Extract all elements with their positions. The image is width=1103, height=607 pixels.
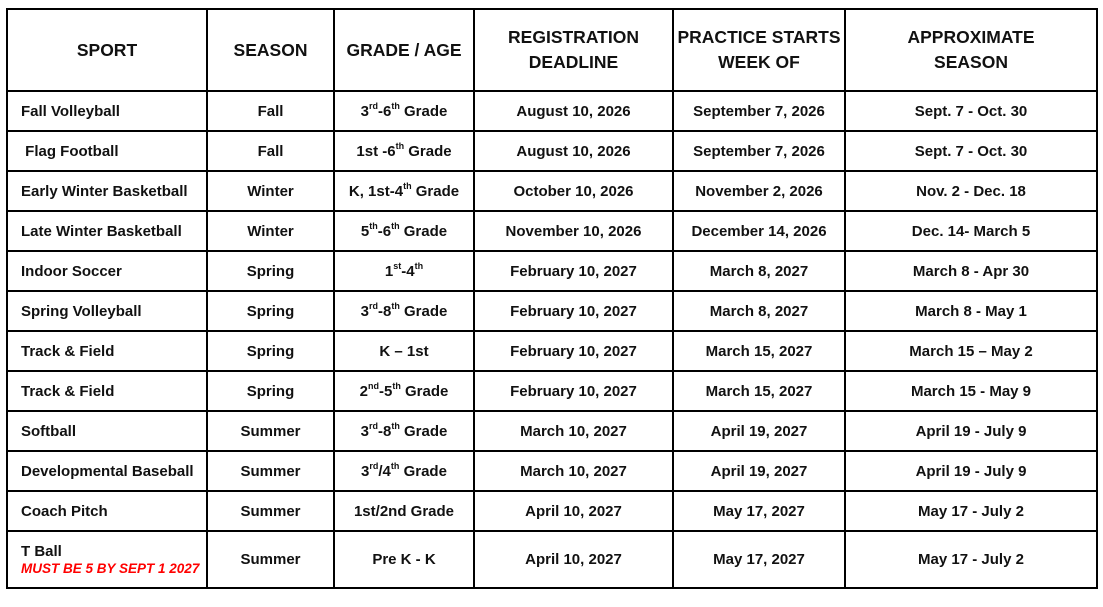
cell-practice-starts: May 17, 2027 bbox=[673, 491, 845, 531]
table-row bbox=[7, 331, 1097, 371]
sport-name: Indoor Soccer bbox=[21, 262, 122, 280]
grade-text: 5 bbox=[360, 222, 370, 240]
cell-sport bbox=[7, 331, 207, 371]
cell-approximate-season: March 15 – May 2 bbox=[845, 331, 1097, 371]
header-label-line: SPORT bbox=[76, 39, 138, 60]
grade-text: 3 bbox=[360, 302, 369, 320]
table-row bbox=[7, 251, 1097, 291]
cell-registration-deadline: April 10, 2027 bbox=[474, 491, 673, 531]
ordinal-suffix: th bbox=[414, 260, 424, 271]
ordinal-suffix: nd bbox=[367, 380, 379, 391]
cell-registration-deadline: March 10, 2027 bbox=[474, 411, 673, 451]
table-row bbox=[7, 531, 1097, 588]
ordinal-suffix: rd bbox=[369, 460, 379, 471]
cell-approximate-season: Sept. 7 - Oct. 30 bbox=[845, 131, 1097, 171]
table-body bbox=[7, 91, 1097, 588]
header-sport bbox=[7, 9, 207, 91]
header-label-line: GRADE / AGE bbox=[346, 39, 462, 60]
cell-season: Fall bbox=[207, 131, 334, 171]
grade-text: -8 bbox=[377, 302, 392, 320]
grade-text: 3 bbox=[360, 422, 369, 440]
cell-season: Summer bbox=[207, 411, 334, 451]
cell-approximate-season: Nov. 2 - Dec. 18 bbox=[845, 171, 1097, 211]
table-row bbox=[7, 171, 1097, 211]
header-label-line: PRACTICE STARTS bbox=[677, 27, 841, 47]
table-row bbox=[7, 131, 1097, 171]
cell-sport bbox=[7, 451, 207, 491]
grade-text: Pre K - K bbox=[372, 551, 436, 568]
ordinal-suffix: rd bbox=[368, 300, 378, 311]
grade-text: K – 1st bbox=[379, 342, 429, 360]
cell-practice-starts: March 8, 2027 bbox=[673, 251, 845, 291]
grade-text: /4 bbox=[378, 462, 391, 480]
cell-season: Summer bbox=[207, 451, 334, 491]
grade-text: -8 bbox=[377, 422, 392, 440]
grade-text: 3 bbox=[360, 102, 369, 120]
cell-approximate-season: April 19 - July 9 bbox=[845, 411, 1097, 451]
cell-practice-starts: December 14, 2026 bbox=[673, 211, 845, 251]
cell-grade-age bbox=[334, 91, 474, 131]
grade-text: Grade bbox=[399, 102, 448, 120]
grade-text: -4 bbox=[401, 262, 415, 280]
cell-registration-deadline: October 10, 2026 bbox=[474, 171, 673, 211]
cell-season: Summer bbox=[207, 491, 334, 531]
cell-grade-age bbox=[334, 291, 474, 331]
cell-season: Spring bbox=[207, 291, 334, 331]
table-row bbox=[7, 491, 1097, 531]
cell-sport bbox=[7, 91, 207, 131]
header-label-line: SEASON bbox=[934, 52, 1008, 72]
grade-text: Grade bbox=[400, 382, 449, 400]
sport-name: Early Winter Basketball bbox=[21, 182, 188, 200]
cell-approximate-season: April 19 - July 9 bbox=[845, 451, 1097, 491]
cell-practice-starts: April 19, 2027 bbox=[673, 411, 845, 451]
ordinal-suffix: th bbox=[391, 220, 400, 231]
table-row bbox=[7, 291, 1097, 331]
cell-practice-starts: September 7, 2026 bbox=[673, 91, 845, 131]
cell-approximate-season: March 8 - May 1 bbox=[845, 291, 1097, 331]
cell-approximate-season: March 8 - Apr 30 bbox=[845, 251, 1097, 291]
sport-name: Flag Football bbox=[21, 142, 119, 160]
grade-text: 1 bbox=[384, 262, 394, 280]
cell-registration-deadline: March 10, 2027 bbox=[474, 451, 673, 491]
grade-text: Grade bbox=[399, 222, 448, 240]
ordinal-suffix: th bbox=[391, 100, 400, 111]
header-label-line: DEADLINE bbox=[528, 52, 619, 72]
sports-schedule-table bbox=[6, 8, 1098, 589]
sport-name: Late Winter Basketball bbox=[21, 222, 182, 240]
cell-practice-starts: March 15, 2027 bbox=[673, 371, 845, 411]
cell-registration-deadline: August 10, 2026 bbox=[474, 131, 673, 171]
cell-grade-age bbox=[334, 531, 474, 588]
header-approximate-season bbox=[845, 9, 1097, 91]
header-label-line: REGISTRATION bbox=[508, 27, 639, 47]
ordinal-suffix: rd bbox=[368, 100, 378, 111]
cell-practice-starts: March 15, 2027 bbox=[673, 331, 845, 371]
cell-sport bbox=[7, 491, 207, 531]
grade-text: -5 bbox=[378, 382, 393, 400]
cell-approximate-season: Sept. 7 - Oct. 30 bbox=[845, 91, 1097, 131]
grade-text: -6 bbox=[377, 222, 392, 240]
table-row bbox=[7, 411, 1097, 451]
cell-season: Spring bbox=[207, 371, 334, 411]
cell-season: Winter bbox=[207, 171, 334, 211]
cell-practice-starts: May 17, 2027 bbox=[673, 531, 845, 588]
ordinal-suffix: rd bbox=[368, 420, 378, 431]
table-row bbox=[7, 371, 1097, 411]
cell-season: Spring bbox=[207, 251, 334, 291]
cell-approximate-season: May 17 - July 2 bbox=[845, 491, 1097, 531]
grade-text: Grade bbox=[399, 302, 448, 320]
ordinal-suffix: st bbox=[393, 260, 402, 271]
cell-season: Winter bbox=[207, 211, 334, 251]
cell-approximate-season: Dec. 14- March 5 bbox=[845, 211, 1097, 251]
grade-text: 2 bbox=[359, 382, 368, 400]
cell-sport bbox=[7, 131, 207, 171]
cell-grade-age bbox=[334, 491, 474, 531]
cell-grade-age bbox=[334, 251, 474, 291]
cell-sport bbox=[7, 251, 207, 291]
cell-approximate-season: March 15 - May 9 bbox=[845, 371, 1097, 411]
cell-grade-age bbox=[334, 211, 474, 251]
cell-practice-starts: September 7, 2026 bbox=[673, 131, 845, 171]
grade-text: 1st -6 bbox=[356, 142, 396, 160]
header-registration-deadline bbox=[474, 9, 673, 91]
grade-text: Grade bbox=[411, 182, 460, 200]
ordinal-suffix: th bbox=[392, 380, 401, 391]
cell-registration-deadline: February 10, 2027 bbox=[474, 371, 673, 411]
sport-name: Softball bbox=[21, 422, 76, 440]
table-row bbox=[7, 451, 1097, 491]
cell-approximate-season: May 17 - July 2 bbox=[845, 531, 1097, 588]
sport-name: Spring Volleyball bbox=[21, 302, 142, 320]
cell-registration-deadline: February 10, 2027 bbox=[474, 331, 673, 371]
cell-season: Summer bbox=[207, 531, 334, 588]
cell-grade-age bbox=[334, 411, 474, 451]
cell-sport bbox=[7, 171, 207, 211]
sport-name: T Ball bbox=[21, 543, 62, 560]
header-grade-age bbox=[334, 9, 474, 91]
cell-registration-deadline: April 10, 2027 bbox=[474, 531, 673, 588]
grade-text: K, 1st-4 bbox=[348, 182, 404, 200]
ordinal-suffix: th bbox=[391, 420, 400, 431]
sport-name: Fall Volleyball bbox=[21, 102, 120, 120]
sport-name: Track & Field bbox=[21, 382, 115, 400]
ordinal-suffix: th bbox=[395, 140, 405, 151]
grade-text: 1st/2nd Grade bbox=[353, 502, 455, 520]
cell-sport bbox=[7, 411, 207, 451]
grade-text: 3 bbox=[361, 462, 370, 480]
cell-practice-starts: April 19, 2027 bbox=[673, 451, 845, 491]
table-row bbox=[7, 91, 1097, 131]
sport-name: Developmental Baseball bbox=[21, 462, 194, 480]
cell-sport bbox=[7, 371, 207, 411]
cell-sport bbox=[7, 291, 207, 331]
cell-season: Fall bbox=[207, 91, 334, 131]
header-row bbox=[7, 9, 1097, 91]
cell-registration-deadline: August 10, 2026 bbox=[474, 91, 673, 131]
sport-name: Coach Pitch bbox=[21, 502, 108, 520]
cell-practice-starts: March 8, 2027 bbox=[673, 291, 845, 331]
sport-name: Track & Field bbox=[21, 342, 115, 360]
cell-registration-deadline: February 10, 2027 bbox=[474, 251, 673, 291]
grade-text: Grade bbox=[399, 462, 447, 480]
ordinal-suffix: th bbox=[369, 220, 378, 231]
grade-text: -6 bbox=[377, 102, 392, 120]
grade-text: Grade bbox=[404, 142, 452, 160]
cell-sport bbox=[7, 211, 207, 251]
header-label-line: WEEK OF bbox=[718, 52, 800, 72]
cell-sport bbox=[7, 531, 207, 588]
cell-registration-deadline: February 10, 2027 bbox=[474, 291, 673, 331]
cell-grade-age bbox=[334, 171, 474, 211]
cell-grade-age bbox=[334, 451, 474, 491]
grade-text: Grade bbox=[399, 422, 448, 440]
header-label-line: SEASON bbox=[233, 39, 308, 60]
cell-grade-age bbox=[334, 331, 474, 371]
age-requirement-note: MUST BE 5 BY SEPT 1 2027 bbox=[21, 561, 200, 576]
header-label-line: APPROXIMATE bbox=[907, 27, 1035, 47]
ordinal-suffix: th bbox=[391, 300, 400, 311]
cell-grade-age bbox=[334, 131, 474, 171]
ordinal-suffix: th bbox=[390, 460, 400, 471]
table-row bbox=[7, 211, 1097, 251]
cell-registration-deadline: November 10, 2026 bbox=[474, 211, 673, 251]
cell-grade-age bbox=[334, 371, 474, 411]
ordinal-suffix: th bbox=[403, 180, 412, 191]
header-practice-starts bbox=[673, 9, 845, 91]
cell-season: Spring bbox=[207, 331, 334, 371]
cell-practice-starts: November 2, 2026 bbox=[673, 171, 845, 211]
header-season bbox=[207, 9, 334, 91]
